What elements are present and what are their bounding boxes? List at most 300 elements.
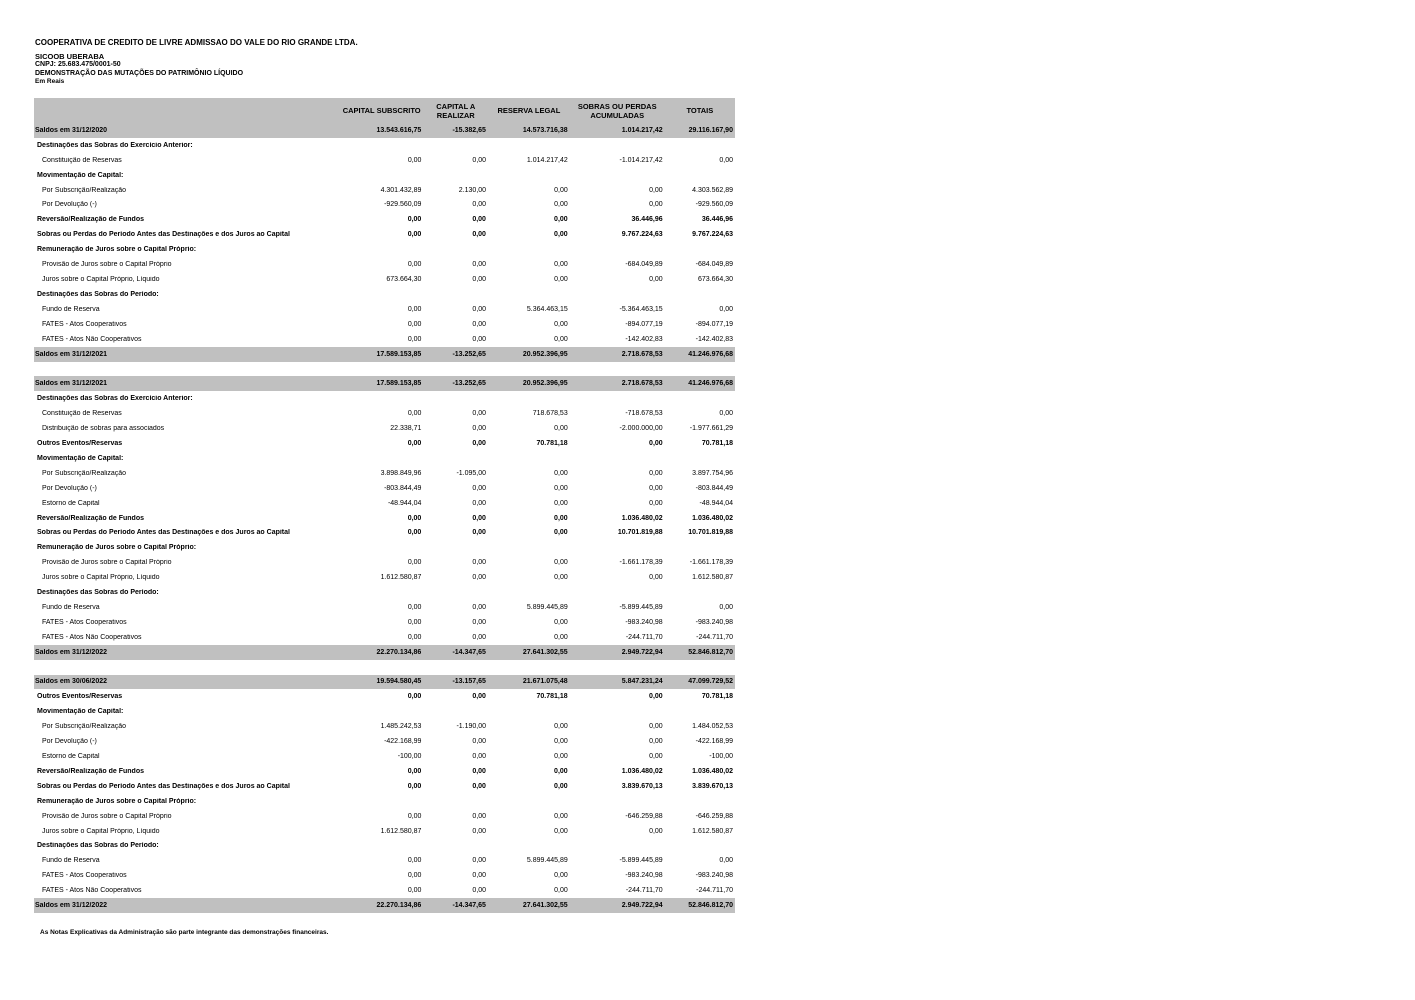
cell-value: -646.259,88 [625,812,663,820]
row-label: Provisão de Juros sobre o Capital Próprio [42,559,172,567]
row-label: Saldos em 31/12/2021 [35,380,107,388]
row-label: Estorno de Capital [42,752,100,760]
cell-value: 0,00 [472,633,487,641]
cell-value: -13.252,65 [452,350,486,358]
cell-value: 0,00 [472,857,487,865]
table-row [34,198,735,213]
cell-value: 0,00 [472,559,487,567]
cell-value: 0,00 [554,216,568,224]
cell-value: 52.846.812,70 [688,648,733,656]
row-label: Juros sobre o Capital Próprio, Líquido [42,574,160,582]
cell-value: -983.240,98 [625,618,663,626]
table-row [34,257,735,272]
cell-value: 0,00 [472,156,487,164]
table-row [34,525,735,540]
row-label: FATES - Atos Cooperativos [42,320,127,328]
cell-value: 673.664,30 [386,276,422,284]
row-label: Sobras ou Perdas do Período Antes das Destinações e dos Juros ao Capital [37,529,290,537]
cell-value: -100,00 [397,752,422,760]
cell-value: 0,00 [649,201,663,209]
cell-value: 0,00 [472,231,486,239]
row-label: Por Devolução (-) [42,484,97,492]
cell-value: 22.270.134,86 [376,902,422,910]
cell-value: 0,00 [472,425,487,433]
cell-value: 0,00 [407,559,422,567]
cnpj: CNPJ: 25.683.475/0001-50 [35,61,121,68]
row-label: Saldos em 31/12/2020 [35,126,107,134]
cell-value: 0,00 [472,752,487,760]
row-label: FATES - Atos Cooperativos [42,872,127,880]
column-header-sobras-perdas: SOBRAS OU PERDAS ACUMULADAS [577,101,657,120]
row-label: Saldos em 31/12/2021 [35,350,107,358]
cell-value: 0,00 [407,335,422,343]
cell-value: 0,00 [649,439,663,447]
cell-value: 0,00 [554,261,568,269]
cell-value: 0,00 [554,827,568,835]
cell-value: 1.612.580,87 [692,827,733,835]
cell-value: 0,00 [554,812,568,820]
cell-value: 0,00 [407,693,422,701]
cell-value: 0,00 [554,738,568,746]
cell-value: 0,00 [649,499,663,507]
balance-row [34,645,735,660]
cell-value: 47.099.729,52 [688,678,733,686]
cell-value: 0,00 [719,156,733,164]
table-row [34,242,735,257]
cell-value: 21.671.075,48 [522,678,568,686]
cell-value: -983.240,98 [695,872,733,880]
balance-row [34,347,735,362]
cell-value: 20.952.396,95 [522,380,568,388]
table-body [34,123,735,913]
cell-value: 0,00 [472,767,486,775]
table-row [34,153,735,168]
cell-value: 0,00 [554,201,568,209]
row-label: Outros Eventos/Reservas [37,693,123,701]
cell-value: 36.446,96 [631,216,663,224]
table-row [34,481,735,496]
cell-value: -1.190,00 [456,723,487,731]
cell-value: 0,00 [407,156,422,164]
cell-value: -142.402,83 [625,335,663,343]
cell-value: 13.543.616,75 [376,126,422,134]
row-label: Provisão de Juros sobre o Capital Próprio [42,812,172,820]
cell-value: 0,00 [407,216,422,224]
cell-value: -684.049,89 [625,261,663,269]
cell-value: 1.612.580,87 [692,574,733,582]
cell-value: 0,00 [554,887,568,895]
cell-value: -100,00 [709,752,733,760]
cell-value: 27.641.302,55 [522,648,568,656]
table-row [34,332,735,347]
cell-value: 0,00 [472,276,487,284]
cell-value: 4.301.432,89 [380,186,422,194]
cell-value: 41.246.976,68 [688,380,733,388]
row-label: FATES - Atos Não Cooperativos [42,335,142,343]
cell-value: 0,00 [407,633,422,641]
cell-value: 0,00 [554,767,568,775]
row-label: Provisão de Juros sobre o Capital Próprio [42,261,172,269]
cell-value: 0,00 [719,603,733,611]
cell-value: 0,00 [554,469,568,477]
cell-value: 0,00 [407,767,422,775]
cell-value: 0,00 [649,186,663,194]
cell-value: -1.977.661,29 [689,425,733,433]
table-row [34,436,735,451]
row-label: Estorno de Capital [42,499,100,507]
cell-value: 0,00 [719,410,733,418]
cell-value: 0,00 [472,529,486,537]
cell-value: 0,00 [472,618,487,626]
cell-value: 0,00 [649,827,663,835]
cell-value: -646.259,88 [695,812,733,820]
cell-value: 0,00 [472,827,487,835]
cell-value: 0,00 [554,484,568,492]
cell-value: 0,00 [472,872,487,880]
cell-value: 0,00 [472,603,487,611]
cell-value: -14.347,65 [452,648,486,656]
cell-value: -1.095,00 [456,469,487,477]
cell-value: 0,00 [407,618,422,626]
cell-value: 0,00 [554,335,568,343]
cell-value: -422.168,99 [695,738,733,746]
cell-value: 0,00 [407,812,422,820]
cell-value: 17.589.153,85 [376,350,422,358]
cell-value: 0,00 [554,782,568,790]
cell-value: 0,00 [554,276,568,284]
cell-value: 0,00 [554,574,568,582]
table-row [34,451,735,466]
cell-value: 0,00 [472,305,487,313]
cell-value: 5.899.445,89 [526,603,568,611]
cell-value: 5.847.231,24 [621,678,663,686]
footnote: As Notas Explicativas da Administração são parte integrante das demonstrações financeiras. [40,929,329,936]
row-label: Remuneração de Juros sobre o Capital Próprio: [37,544,197,552]
table-row [34,317,735,332]
row-label: Fundo de Reserva [42,305,100,313]
cell-value: 2.718.678,53 [621,380,663,388]
cell-value: 70.781,18 [536,693,568,701]
cell-value: -684.049,89 [695,261,733,269]
table-row [34,421,735,436]
company-name: COOPERATIVA DE CREDITO DE LIVRE ADMISSAO DO VALE DO RIO GRANDE LTDA. [35,38,358,47]
cell-value: 0,00 [407,410,422,418]
cell-value: 0,00 [407,439,422,447]
cell-value: 0,00 [719,857,733,865]
cell-value: 0,00 [649,723,663,731]
cell-value: 1.036.480,02 [692,767,733,775]
cell-value: 2.949.722,94 [621,648,663,656]
row-label: Saldos em 31/12/2022 [35,648,107,656]
cell-value: 0,00 [472,812,487,820]
cell-value: 0,00 [472,410,487,418]
table-row [34,406,735,421]
cell-value: 5.364.463,15 [526,305,568,313]
cell-value: 1.485.242,53 [380,723,422,731]
cell-value: 0,00 [472,514,486,522]
cell-value: 0,00 [649,484,663,492]
cell-value: 0,00 [472,887,487,895]
table-row [34,689,735,704]
cell-value: 0,00 [649,469,663,477]
table-row [34,168,735,183]
table-row [34,719,735,734]
cell-value: -13.252,65 [452,380,486,388]
block-spacer [34,362,735,377]
cell-value: 0,00 [472,738,487,746]
cell-value: 19.594.580,45 [376,678,422,686]
table-row [34,838,735,853]
cell-value: 0,00 [649,738,663,746]
cell-value: -244.711,70 [696,887,733,895]
cell-value: -142.402,83 [695,335,733,343]
cell-value: 0,00 [472,261,487,269]
cell-value: 2.130,00 [458,186,487,194]
cell-value: 0,00 [554,529,568,537]
row-label: Por Devolução (-) [42,201,97,209]
cell-value: 3.898.849,96 [380,469,422,477]
cell-value: 0,00 [472,574,487,582]
cell-value: 0,00 [649,276,663,284]
row-label: Por Subscrição/Realização [42,469,127,477]
row-label: Constituição de Reservas [42,410,122,418]
table-row [34,570,735,585]
table-row [34,868,735,883]
row-label: Movimentação de Capital: [37,454,124,462]
cell-value: -2.000.000,00 [619,425,663,433]
table-row [34,555,735,570]
table-row [34,704,735,719]
row-label: Distribuição de sobras para associados [42,425,165,433]
table-row [34,540,735,555]
cell-value: 0,00 [407,872,422,880]
table-row [34,227,735,242]
table-row [34,585,735,600]
cell-value: 0,00 [554,633,568,641]
cell-value: 1.612.580,87 [380,574,422,582]
table-header [34,98,735,123]
cell-value: -983.240,98 [695,618,733,626]
cell-value: -15.382,65 [452,126,486,134]
row-label: Reversão/Realização de Fundos [37,514,144,522]
cell-value: 0,00 [472,439,486,447]
cell-value: -929.560,09 [384,201,422,209]
row-label: Destinações das Sobras do Período: [37,589,159,597]
cell-value: 0,00 [649,693,663,701]
table-row [34,212,735,227]
cell-value: -803.844,49 [384,484,422,492]
cell-value: 0,00 [407,603,422,611]
table-row [34,183,735,198]
row-label: Destinações das Sobras do Exercício Anterior: [37,395,193,403]
balance-row [34,898,735,913]
cell-value: 0,00 [472,335,487,343]
cell-value: 36.446,96 [701,216,733,224]
table-row [34,496,735,511]
cell-value: 0,00 [472,216,486,224]
cell-value: 1.612.580,87 [380,827,422,835]
cell-value: 14.573.716,38 [522,126,568,134]
cell-value: 70.781,18 [536,439,568,447]
row-label: Sobras ou Perdas do Período Antes das Destinações e dos Juros ao Capital [37,231,290,239]
cell-value: 1.036.480,02 [621,767,663,775]
cell-value: 70.781,18 [701,439,733,447]
table-row [34,630,735,645]
entity-name: SICOOB UBERABA [35,52,105,61]
cell-value: 5.899.445,89 [526,857,568,865]
row-label: Por Devolução (-) [42,738,97,746]
cell-value: 0,00 [407,887,422,895]
cell-value: 0,00 [554,425,568,433]
equity-changes-table [34,98,735,913]
column-header-capital-a-realizar: CAPITAL A REALIZAR [436,101,476,120]
cell-value: 52.846.812,70 [688,902,733,910]
table-row [34,749,735,764]
cell-value: 4.303.562,89 [692,186,733,194]
table-row [34,302,735,317]
balance-row [34,675,735,690]
statement-title: DEMONSTRAÇÃO DAS MUTAÇÕES DO PATRIMÔNIO LÍQUIDO [35,70,244,77]
cell-value: 0,00 [472,484,487,492]
cell-value: 0,00 [554,320,568,328]
cell-value: 10.701.819,88 [617,529,663,537]
cell-value: 0,00 [719,305,733,313]
table-row [34,794,735,809]
cell-value: 0,00 [554,618,568,626]
row-label: FATES - Atos Não Cooperativos [42,633,142,641]
table-row [34,764,735,779]
cell-value: -1.014.217,42 [619,156,663,164]
row-label: Saldos em 30/06/2022 [35,678,107,686]
table-row [34,466,735,481]
cell-value: 0,00 [472,693,486,701]
cell-value: 29.116.167,90 [688,126,733,134]
cell-value: 3.897.754,96 [692,469,733,477]
table-row [34,809,735,824]
row-label: Reversão/Realização de Fundos [37,216,144,224]
cell-value: -1.661.178,39 [619,559,663,567]
table-row [34,615,735,630]
row-label: Destinações das Sobras do Período: [37,290,159,298]
cell-value: 673.664,30 [697,276,733,284]
cell-value: 0,00 [554,186,568,194]
cell-value: 0,00 [472,782,486,790]
cell-value: 9.767.224,63 [621,231,663,239]
cell-value: -5.364.463,15 [619,305,663,313]
row-label: FATES - Atos Cooperativos [42,618,127,626]
table-row [34,287,735,302]
row-label: Juros sobre o Capital Próprio, Líquido [42,276,160,284]
cell-value: 0,00 [407,857,422,865]
row-label: Por Subscrição/Realização [42,723,127,731]
block-spacer [34,660,735,675]
row-label: Sobras ou Perdas do Período Antes das Destinações e dos Juros ao Capital [37,782,290,790]
cell-value: 2.949.722,94 [621,902,663,910]
cell-value: 9.767.224,63 [692,231,733,239]
cell-value: 10.701.819,88 [688,529,733,537]
cell-value: 0,00 [649,574,663,582]
column-header-reserva-legal: RESERVA LEGAL [497,106,561,115]
balance-row [34,376,735,391]
cell-value: 0,00 [554,231,568,239]
cell-value: 3.839.670,13 [621,782,663,790]
cell-value: 0,00 [554,499,568,507]
cell-value: -894.077,19 [695,320,733,328]
row-label: Destinações das Sobras do Período: [37,842,159,850]
cell-value: 3.839.670,13 [692,782,733,790]
table-row [34,272,735,287]
cell-value: -5.899.445,89 [619,603,663,611]
row-label: Remuneração de Juros sobre o Capital Próprio: [37,246,197,254]
cell-value: 27.641.302,55 [522,902,568,910]
row-label: Movimentação de Capital: [37,171,124,179]
cell-value: -244.711,70 [625,633,663,641]
cell-value: -48.944,04 [387,499,422,507]
cell-value: 41.246.976,68 [688,350,733,358]
cell-value: 0,00 [554,872,568,880]
cell-value: 0,00 [407,305,422,313]
table-row [34,779,735,794]
cell-value: 0,00 [472,320,487,328]
row-label: Reversão/Realização de Fundos [37,767,144,775]
column-header-totais: TOTAIS [686,106,714,115]
row-label: Destinações das Sobras do Exercício Anterior: [37,141,193,149]
row-label: Juros sobre o Capital Próprio, Líquido [42,827,160,835]
cell-value: 0,00 [407,261,422,269]
cell-value: -803.844,49 [695,484,733,492]
table-row [34,391,735,406]
cell-value: -14.347,65 [452,902,486,910]
cell-value: -5.899.445,89 [619,857,663,865]
table-row [34,600,735,615]
cell-value: 20.952.396,95 [522,350,568,358]
table-row [34,883,735,898]
cell-value: 0,00 [649,752,663,760]
cell-value: -244.711,70 [625,887,663,895]
cell-value: -244.711,70 [696,633,733,641]
cell-value: 1.014.217,42 [621,126,663,134]
cell-value: -422.168,99 [384,738,422,746]
cell-value: 1.484.052,53 [692,723,733,731]
cell-value: 1.036.480,02 [692,514,733,522]
row-label: Movimentação de Capital: [37,708,124,716]
cell-value: 2.718.678,53 [621,350,663,358]
cell-value: 22.270.134,86 [376,648,422,656]
cell-value: 1.036.480,02 [621,514,663,522]
cell-value: -48.944,04 [699,499,733,507]
row-label: FATES - Atos Não Cooperativos [42,887,142,895]
table-row [34,138,735,153]
cell-value: -929.560,09 [695,201,733,209]
cell-value: 0,00 [554,514,568,522]
cell-value: 1.014.217,42 [526,156,568,164]
row-label: Saldos em 31/12/2022 [35,902,107,910]
row-label: Fundo de Reserva [42,857,100,865]
cell-value: 0,00 [472,499,487,507]
table-row [34,824,735,839]
table-row [34,734,735,749]
table-row [34,853,735,868]
cell-value: 0,00 [407,529,422,537]
balance-row [34,123,735,138]
cell-value: 0,00 [554,559,568,567]
cell-value: -13.157,65 [452,678,486,686]
cell-value: 0,00 [407,782,422,790]
cell-value: 0,00 [407,320,422,328]
cell-value: 0,00 [554,723,568,731]
cell-value: 0,00 [407,231,422,239]
cell-value: 70.781,18 [701,693,733,701]
